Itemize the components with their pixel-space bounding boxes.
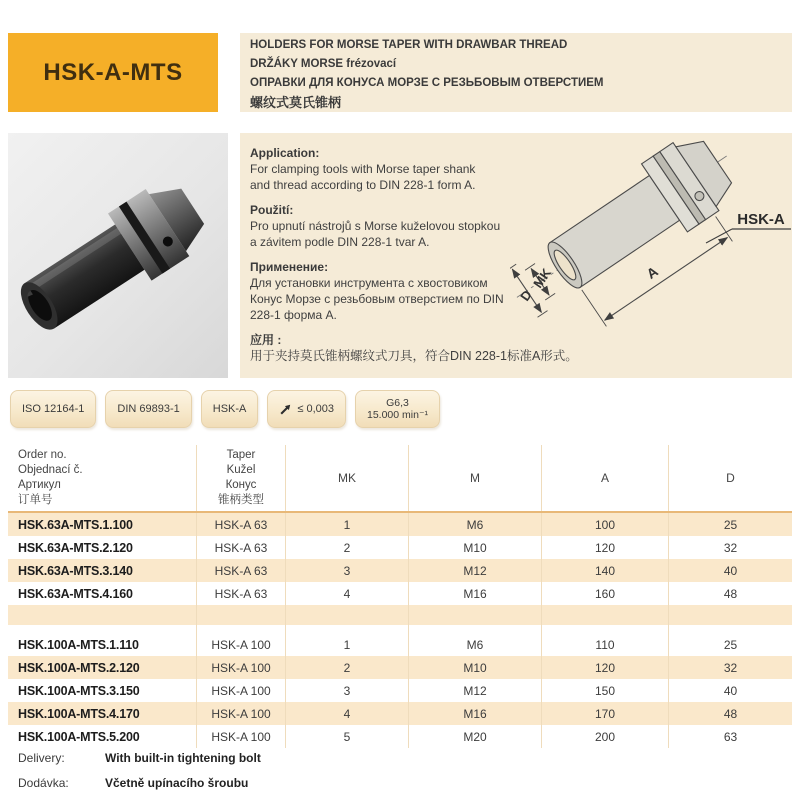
dimension-a-label: A: [643, 263, 661, 283]
badge-row: [10, 390, 440, 428]
title-line: HOLDERS FOR MORSE TAPER WITH DRAWBAR THREAD: [250, 39, 568, 51]
cell-value: 32: [668, 536, 792, 559]
cell-value: HSK-A 100: [196, 725, 285, 748]
info-panel: [240, 133, 792, 378]
cell-value: 3: [285, 559, 408, 582]
order-no: HSK.63A-MTS.1.100: [18, 517, 133, 532]
gap-cell: [668, 625, 792, 633]
gap-cell: [285, 625, 408, 633]
series-code: HSK-A-MTS: [43, 58, 183, 86]
badge-hsk-a: [201, 390, 259, 428]
cell-value: HSK-A 100: [196, 633, 285, 656]
order-no: HSK.100A-MTS.1.110: [18, 637, 139, 652]
delivery-row: [18, 775, 261, 791]
cell-value: HSK-A 63: [196, 513, 285, 536]
header-label: D: [726, 471, 735, 485]
product-photo: [8, 133, 228, 378]
cell-value: 110: [541, 633, 668, 656]
cell-value: HSK-A 63: [196, 536, 285, 559]
gap-cell: [8, 605, 196, 625]
dimensions-table: [8, 445, 792, 748]
table-body: [8, 513, 792, 748]
cell-value: 100: [541, 513, 668, 536]
order-no: HSK.100A-MTS.2.120: [18, 660, 140, 675]
header-line: 订单号: [18, 494, 53, 506]
order-no: HSK.63A-MTS.3.140: [18, 563, 133, 578]
col-header-taper: [196, 445, 285, 511]
application-line: 228-1 форма А.: [250, 308, 337, 322]
col-header-m: [408, 445, 541, 511]
table-row: [8, 582, 792, 605]
cell-value: M10: [408, 656, 541, 679]
gap-cell: [541, 625, 668, 633]
table-row: [8, 702, 792, 725]
cell-value: HSK-A 63: [196, 559, 285, 582]
table-row: [8, 559, 792, 582]
cell-value: M16: [408, 702, 541, 725]
cell-value: M16: [408, 582, 541, 605]
cell-value: HSK-A 100: [196, 679, 285, 702]
application-section: [250, 259, 690, 323]
header-line: 锥柄类型: [218, 494, 264, 506]
header-line: Конус: [225, 479, 257, 491]
cell-value: 48: [668, 582, 792, 605]
header-line: Objednací č.: [18, 464, 83, 476]
cell-value: HSK-A 100: [196, 656, 285, 679]
application-section-title: Použití:: [250, 203, 294, 217]
table-row: [8, 633, 792, 656]
gap-cell: [408, 605, 541, 625]
table-gap-row: [8, 605, 792, 625]
badge-balancing: [355, 390, 440, 428]
cell-value: 160: [541, 582, 668, 605]
cell-value: 40: [668, 679, 792, 702]
order-no: HSK.63A-MTS.4.160: [18, 586, 133, 601]
dimension-d-label: D: [517, 287, 535, 304]
header-line: Order no.: [18, 449, 67, 461]
table-row: [8, 679, 792, 702]
table-row: [8, 513, 792, 536]
tool-holder-photo: [8, 133, 228, 378]
badge-din-69893: [105, 390, 191, 428]
badge-text: [367, 397, 428, 422]
table-row: [8, 725, 792, 748]
badge-label: ISO 12164-1: [22, 403, 85, 415]
application-section-title: 应用 :: [250, 333, 282, 347]
gap-cell: [285, 605, 408, 625]
col-header-order: [8, 445, 196, 511]
cell-value: 120: [541, 536, 668, 559]
col-header-mk: [285, 445, 408, 511]
badge-label: G6,3: [386, 396, 409, 409]
cell-value: M6: [408, 513, 541, 536]
gap-cell: [668, 605, 792, 625]
cell-value: M12: [408, 559, 541, 582]
badge-label: HSK-A: [212, 403, 247, 415]
badge-runout: [267, 390, 346, 428]
cell-value: 5: [285, 725, 408, 748]
runout-arrow-icon: [279, 403, 292, 416]
gap-cell: [196, 605, 285, 625]
cell-value: 25: [668, 513, 792, 536]
cell-value: 140: [541, 559, 668, 582]
cell-value: 120: [541, 656, 668, 679]
delivery-value: Včetně upínacího šroubu: [105, 776, 249, 790]
cell-value: 1: [285, 513, 408, 536]
col-header-d: [668, 445, 792, 511]
application-text: [250, 145, 690, 373]
cell-value: 63: [668, 725, 792, 748]
cell-value: 150: [541, 679, 668, 702]
application-section: [250, 202, 690, 250]
badge-label: ≤ 0,003: [297, 403, 334, 415]
badge-label: DIN 69893-1: [117, 403, 180, 415]
cell-value: 4: [285, 702, 408, 725]
application-section: [250, 332, 690, 364]
header-line: Taper: [226, 449, 256, 461]
col-header-a: [541, 445, 668, 511]
order-no: HSK.63A-MTS.2.120: [18, 540, 133, 555]
cell-value: HSK-A 63: [196, 582, 285, 605]
title-line: ОПРАВКИ ДЛЯ КОНУСА МОРЗЕ С РЕЗЬБОВЫМ ОТВЕРСТИЕМ: [250, 77, 604, 89]
cell-value: 25: [668, 633, 792, 656]
cell-value: 48: [668, 702, 792, 725]
table-row: [8, 656, 792, 679]
hsk-a-callout-label: HSK-A: [737, 211, 785, 228]
header-label: A: [600, 471, 609, 485]
page-title: [240, 33, 792, 112]
header-label: M: [470, 471, 480, 485]
cell-value: M12: [408, 679, 541, 702]
header-label: MK: [338, 471, 356, 485]
table-row: [8, 536, 792, 559]
gap-cell: [541, 605, 668, 625]
application-line: Pro upnutí nástrojů s Morse kuželovou stopkou: [250, 219, 501, 233]
cell-value: 32: [668, 656, 792, 679]
cell-value: 4: [285, 582, 408, 605]
cell-value: HSK-A 100: [196, 702, 285, 725]
application-line: a závitem podle DIN 228-1 tvar A.: [250, 235, 430, 249]
application-section-title: Application:: [250, 146, 320, 160]
table-gap-row: [8, 625, 792, 633]
cell-value: 200: [541, 725, 668, 748]
order-no: HSK.100A-MTS.3.150: [18, 683, 140, 698]
header-line: Артикул: [18, 479, 61, 491]
cell-value: 2: [285, 536, 408, 559]
cell-value: 1: [285, 633, 408, 656]
order-no: HSK.100A-MTS.5.200: [18, 729, 140, 744]
table-header: [8, 445, 792, 513]
delivery-label: Delivery:: [18, 751, 65, 765]
badge-iso-12164: [10, 390, 96, 428]
cell-value: 40: [668, 559, 792, 582]
cell-value: 3: [285, 679, 408, 702]
order-no: HSK.100A-MTS.4.170: [18, 706, 140, 721]
application-line: For clamping tools with Morse taper shank: [250, 162, 476, 176]
cell-value: M10: [408, 536, 541, 559]
application-line: 用于夹持莫氏锥柄螺纹式刀具，符合DIN 228-1标准A形式。: [250, 349, 578, 363]
title-line: 螺纹式莫氏锥柄: [250, 95, 342, 110]
dimension-mk-label: MK: [530, 265, 555, 291]
delivery-label: Dodávka:: [18, 776, 69, 790]
delivery-note: [18, 750, 261, 800]
application-line: Конус Морзе с резьбовым отверстием по DIN: [250, 292, 504, 306]
application-line: and thread according to DIN 228-1 form A.: [250, 178, 476, 192]
application-section-title: Применение:: [250, 260, 329, 274]
cell-value: 170: [541, 702, 668, 725]
application-section: [250, 145, 690, 193]
gap-cell: [8, 625, 196, 633]
cell-value: 2: [285, 656, 408, 679]
delivery-value: With built-in tightening bolt: [105, 751, 261, 765]
delivery-row: [18, 750, 261, 766]
badge-label: 15.000 min⁻¹: [367, 409, 428, 421]
gap-cell: [408, 625, 541, 633]
cell-value: M6: [408, 633, 541, 656]
application-line: Для установки инструмента с хвостовиком: [250, 276, 488, 290]
gap-cell: [196, 625, 285, 633]
title-line: DRŽÁKY MORSE frézovací: [250, 58, 397, 70]
header-line: Kužel: [226, 464, 256, 476]
series-code-box: [8, 33, 218, 112]
cell-value: M20: [408, 725, 541, 748]
